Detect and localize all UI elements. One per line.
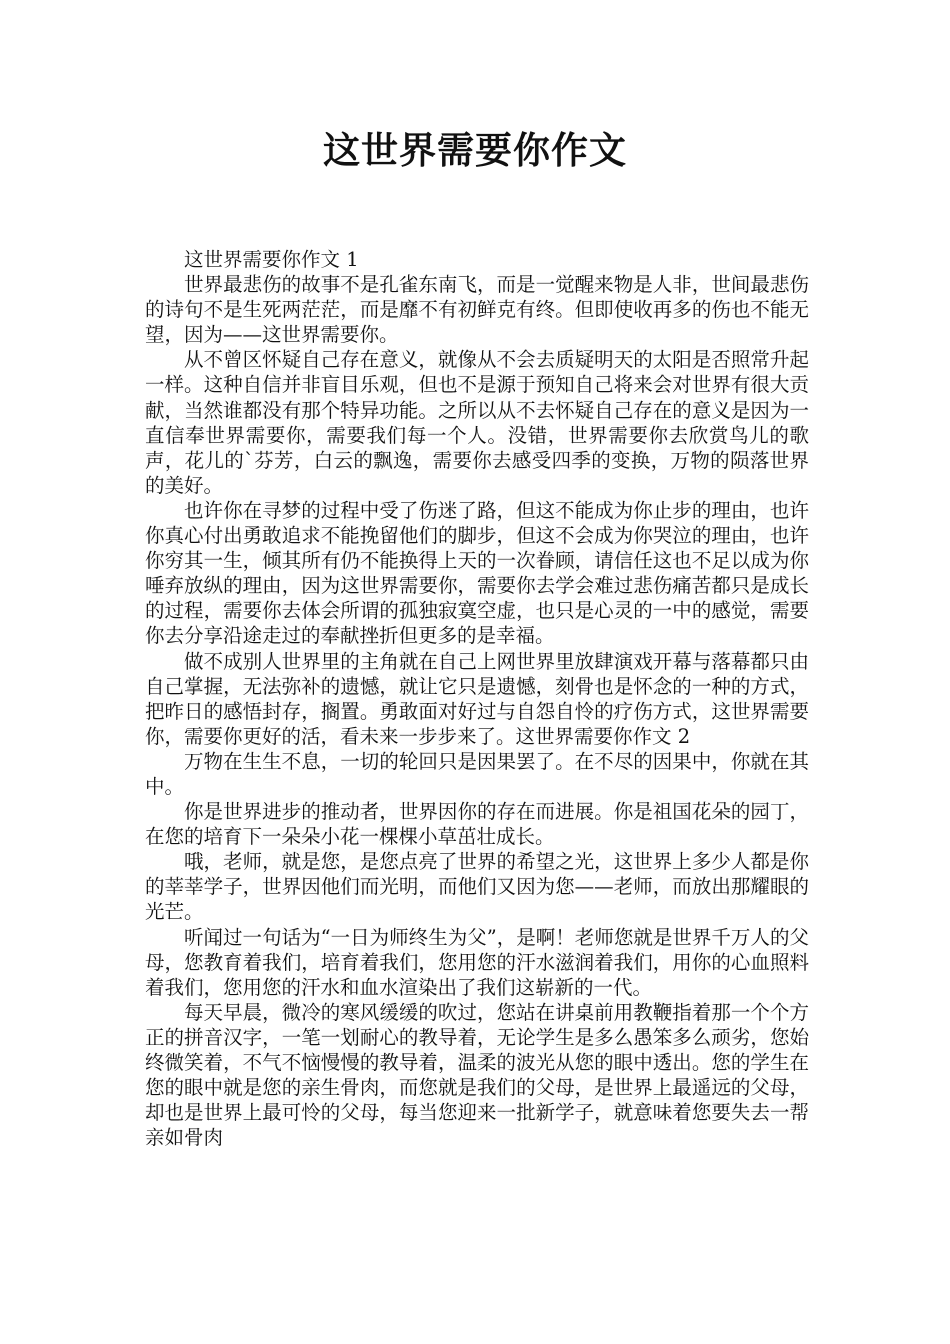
paragraph: 从不曾区怀疑自己存在意义，就像从不会去质疑明天的太阳是否照常升起一样。这种自信并非盲目乐观，但也不是源于预知自己将来会对世界有很大贡献，当然谁都没有那个特异功能。之所以从不去怀疑自己存在的意义是因为一直信奉世界需要你，需要我们每一个人。没错，世界需要你去欣赏鸟儿的歌声，花儿的`芬芳，白云的飘逸，需要你去感受四季的变换，万物的陨落世界的美好。 xyxy=(145,348,809,497)
document-body xyxy=(145,247,809,1150)
paragraph: 每天早晨，微冷的寒风缓缓的吹过，您站在讲桌前用教鞭指着那一个个方正的拼音汉字，一笔一划耐心的教导着，无论学生是多么愚笨多么顽劣，您始终微笑着，不气不恼慢慢的教导着，温柔的波光从您的眼中透出。您的学生在您的眼中就是您的亲生骨肉，而您就是我们的父母，是世界上最遥远的父母，却也是世界上最可怜的父母，每当您迎来一批新学子，就意味着您要失去一帮亲如骨肉 xyxy=(145,1000,809,1150)
paragraph: 哦，老师，就是您，是您点亮了世界的希望之光，这世界上多少人都是你的莘莘学子，世界因他们而光明，而他们又因为您——老师，而放出那耀眼的光芒。 xyxy=(145,850,809,924)
paragraph: 万物在生生不息，一切的轮回只是因果罢了。在不尽的因果中，你就在其中。 xyxy=(145,749,809,798)
paragraph: 也许你在寻梦的过程中受了伤迷了路，但这不能成为你止步的理由，也许你真心付出勇敢追求不能挽留他们的脚步，但这不会成为你哭泣的理由，也许你穷其一生，倾其所有仍不能换得上天的一次眷顾，请信任这也不足以成为你唾弃放纵的理由，因为这世界需要你，需要你去学会难过悲伤痛苦都只是成长的过程，需要你去体会所谓的孤独寂寞空虚，也只是心灵的一中的感觉，需要你去分享沿途走过的奉献挫折但更多的是幸福。 xyxy=(145,498,809,648)
paragraph: 这世界需要你作文 1 xyxy=(184,248,359,271)
paragraph: 做不成别人世界里的主角就在自己上网世界里放肆演戏开幕与落幕都只由自己掌握，无法弥补的遗憾，就让它只是遗憾，刻骨也是怀念的一种的方式，把昨日的感悟封存，搁置。勇敢面对好过与自怨自怜的疗伤方式，这世界需要你，需要你更好的活，看未来一步步来了。这世界需要你作文 2 xyxy=(145,649,809,748)
paragraph: 你是世界进步的推动者，世界因你的存在而进展。你是祖国花朵的园丁，在您的培育下一朵朵小花一棵棵小草茁壮成长。 xyxy=(145,800,809,849)
paragraph: 世界最悲伤的故事不是孔雀东南飞，而是一觉醒来物是人非，世间最悲伤的诗句不是生死两茫茫，而是靡不有初鲜克有终。但即使收再多的伤也不能无望，因为——这世界需要你。 xyxy=(145,273,809,347)
document-title: 这世界需要你作文 xyxy=(323,129,627,172)
paragraph: 听闻过一句话为“一日为师终生为父”，是啊！老师您就是世界千万人的父母，您教育着我们，培育着我们，您用您的汗水滋润着我们，用你的心血照料着我们，您用您的汗水和血水渲染出了我们这崭新的一代。 xyxy=(145,925,809,999)
